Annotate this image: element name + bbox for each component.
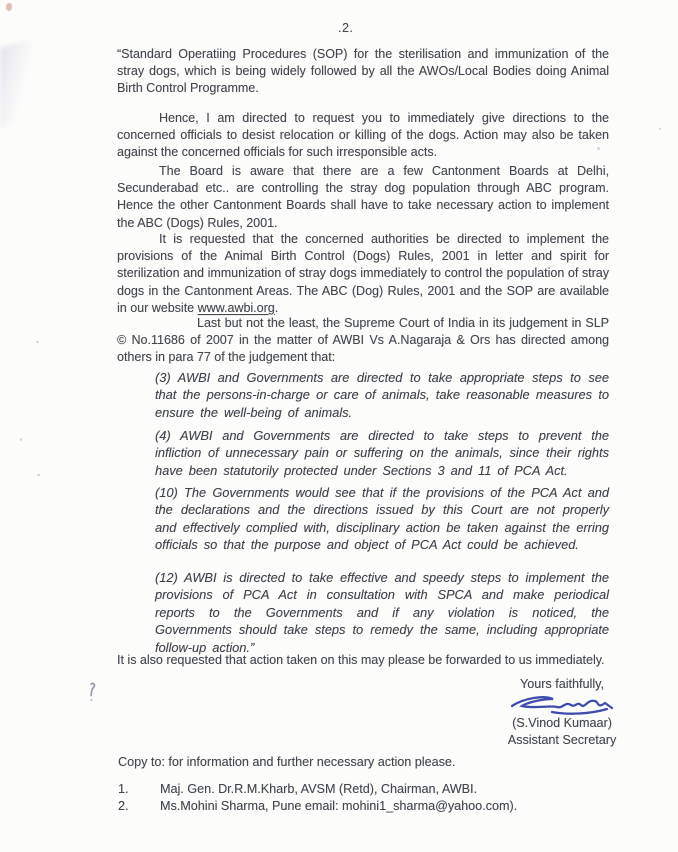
closing-block [478,676,646,749]
scan-speck [20,438,22,441]
quote-para-10: (10) The Governments would see that if the provisions of the PCA Act and the declarations and the directions issued by this Court are not properly and effectively complied with, disciplinary action be taken against the erring officials so that the purpose and object of PCA Act could be achieved. [155,485,609,553]
paragraph-abc-rules-text: It is requested that the concerned authorities be directed to implement the provisions of the Animal Birth Control (Dogs) Rules, 2001 in letter and spirit for sterilization and immunization of stray dogs immediately to control the population of stray dogs in the Cantonment Areas. The ABC (Dog) Rules, 2001 and the SOP are available in our website [117,232,609,315]
quote-para-4: (4) AWBI and Governments are directed to take steps to prevent the infliction of unnecessary pain or suffering on the animals, since their rights have been statutorily protected under Sections 3 and 11 of PCA Act. [155,428,609,478]
paragraph-abc-rules [117,231,609,317]
copy-to-heading: Copy to: for information and further necessary action please. [118,755,456,769]
scan-speck [37,474,40,476]
website-link: www.awbi.org [197,300,275,315]
copy-item-number: 1. [118,782,129,796]
copy-item-text: Maj. Gen. Dr.R.M.Kharb, AVSM (Retd), Chairman, AWBI. [160,782,478,796]
pen-mark [85,681,99,716]
quote-para-12: (12) AWBI is directed to take effective and speedy steps to implement the provisions of PCA Act in consultation with SPCA and make periodical reports to the Governments and if any violation is noticed, the Governments should take steps to remedy the same, including appropriate follow-up action.” [155,570,609,655]
quote-para-3: (3) AWBI and Governments are directed to take appropriate steps to see that the persons-in-charge or care of animals, take reasonable measures to ensure the well-being of animals. [155,370,609,420]
signatory-title: Assistant Secretary [507,733,617,747]
scan-red-mark [6,3,12,11]
copy-item-2 [118,798,517,815]
copy-item-number: 2. [118,798,129,813]
paragraph-action-taken: It is also requested that action taken on this may please be forwarded to us immediately. [117,653,605,667]
paragraph-hence-request: Hence, I am directed to request you to immediately give directions to the concerned officials to desist relocation or killing of the dogs. Action may also be taken against the concerned officials for such irresponsible acts. [117,111,609,160]
valediction: Yours faithfully, [519,677,604,691]
copy-item-text: Ms.Mohini Sharma, Pune email: mohini1_sharma@yahoo.com). [160,798,518,813]
scan-speck [36,341,39,343]
scan-smudge [0,40,32,128]
scan-speck [659,128,661,130]
paragraph-supreme-court: Last but not the least, the Supreme Court of India in its judgement in SLP © No.11686 of 2007 in the matter of AWBI Vs A.Nagaraja & Ors has directed among others in para 77 of the judgement that: [117,316,609,365]
page-number: .2. [338,21,354,35]
paragraph-sop: “Standard Operatiing Procedures (SOP) for the sterilisation and immunization of the stray dogs, which is being widely followed by all the AWOs/Local Bodies doing Animal Birth Control Programme. [117,47,609,96]
copy-item-1 [118,781,517,798]
paragraph-abc-rules-period: . [274,300,279,315]
signatory-name: (S.Vinod Kumaar) [512,716,612,730]
copy-to-list [118,781,517,814]
signature-scribble [478,691,646,718]
paragraph-cantonment-boards: The Board is aware that there are a few Cantonment Boards at Delhi, Secunderabad etc.. are controlling the stray dog population through ABC program. Hence the other Cantonment Boards shall have to take necessary action to implement the ABC (Dogs) Rules, 2001. [117,164,609,230]
